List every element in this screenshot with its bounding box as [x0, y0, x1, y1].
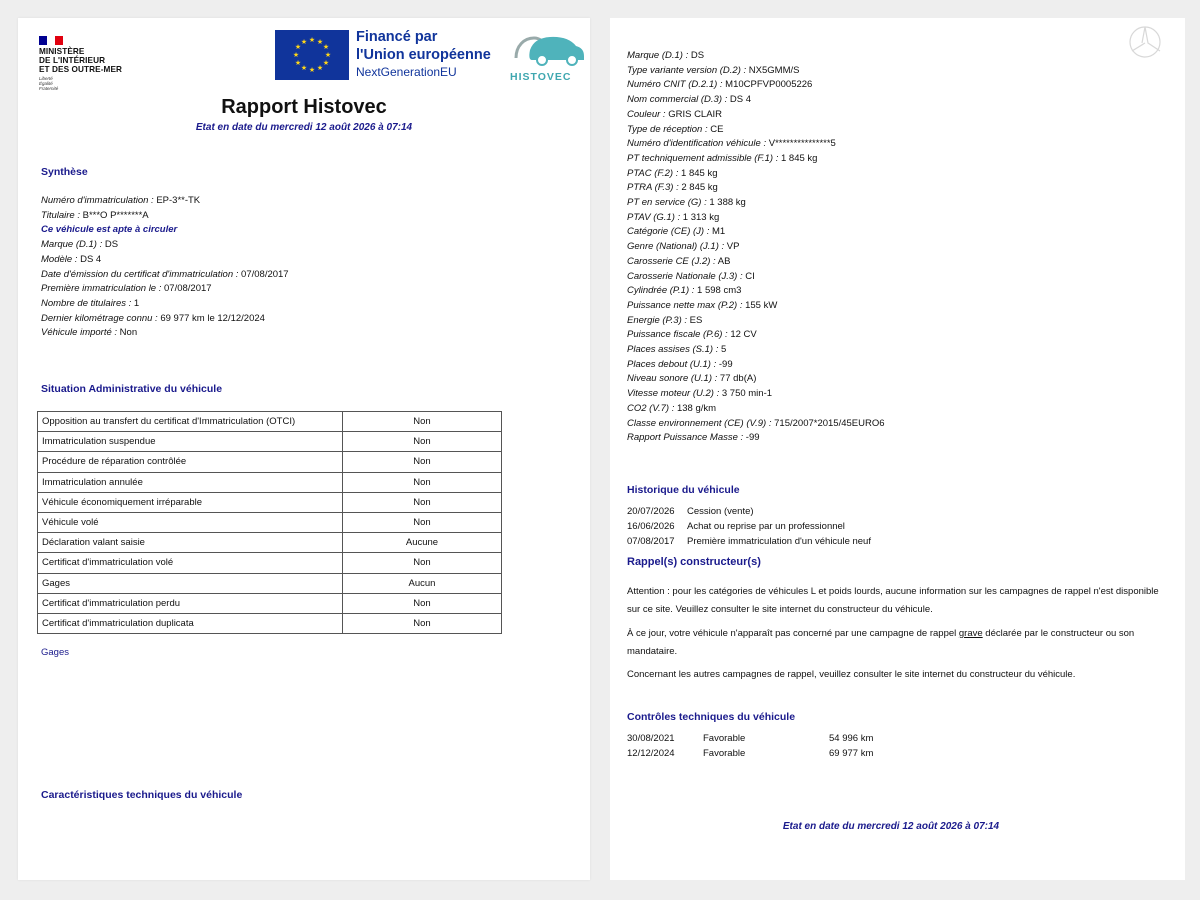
situation-table: [37, 411, 502, 634]
svg-text:★: ★: [294, 59, 302, 67]
table-row: Procédure de réparation contrôlée Non: [38, 452, 502, 472]
spec-line: Numéro d'identification véhicule : V***************5: [627, 138, 836, 150]
svg-text:★: ★: [322, 59, 330, 67]
spec-line: Places debout (U.1) : -99: [627, 358, 733, 370]
report-date: Etat en date du mercredi 12 août 2026 à 07:14: [195, 122, 413, 133]
histovec-logo: [510, 30, 588, 82]
french-flag-icon: [39, 36, 63, 45]
table-row: Certificat d'immatriculation volé Non: [38, 553, 502, 573]
ministry-line: MINISTÈRE: [39, 47, 85, 56]
table-row: Véhicule volé Non: [38, 512, 502, 532]
spec-line: Classe environnement (CE) (V.9) : 715/2007*2015/45EURO6: [627, 417, 885, 429]
svg-text:★: ★: [294, 43, 302, 51]
table-row: Immatriculation annulée Non: [38, 472, 502, 492]
synthese-list: [41, 194, 289, 341]
spec-line: Puissance nette max (P.2) : 155 kW: [627, 299, 778, 311]
rappel-paragraph: Concernant les autres campagnes de rappel, veuillez consulter le site internet du constructeur du véhicule.: [627, 669, 1076, 680]
spec-line: Genre (National) (J.1) : VP: [627, 241, 740, 253]
table-row: Immatriculation suspendue Non: [38, 432, 502, 452]
caracteristiques-list: [627, 49, 885, 446]
synthese-line: Dernier kilométrage connu : 69 977 km le 12/12/2024: [41, 312, 265, 324]
motto-line: Fraternité: [39, 86, 59, 91]
eu-union-line: l'Union européenne: [356, 47, 491, 63]
svg-text:★: ★: [316, 38, 324, 46]
synthese-line: Véhicule importé : Non: [41, 327, 138, 339]
ministry-logo: [39, 47, 122, 91]
spec-line: Carosserie CE (J.2) : AB: [627, 255, 731, 267]
nextgen-line: NextGenerationEU: [356, 65, 457, 79]
section-title-caracteristiques: Caractéristiques techniques du véhicule: [41, 789, 243, 801]
spec-line: Carosserie Nationale (J.3) : CI: [627, 270, 755, 282]
report-title: Rapport Histovec: [221, 96, 387, 118]
histovec-wordmark: HISTOVEC: [510, 71, 572, 83]
eu-funding-text: [356, 28, 491, 80]
controles-list: [627, 731, 873, 761]
report-page-left: [18, 18, 590, 880]
gages-link[interactable]: Gages: [41, 647, 69, 658]
synthese-line: Date d'émission du certificat d'immatriculation : 07/08/2017: [41, 268, 289, 280]
svg-text:★: ★: [324, 51, 332, 59]
svg-text:★: ★: [316, 64, 324, 72]
ministry-line: DE L'INTÉRIEUR: [39, 56, 106, 65]
footer-date: Etat en date du mercredi 12 août 2026 à 07:14: [782, 821, 1000, 832]
spec-line: Marque (D.1) : DS: [627, 50, 705, 61]
list-item: 12/12/2024 Favorable 69 977 km: [627, 748, 874, 759]
list-item: 30/08/2021 Favorable 54 996 km: [627, 733, 874, 744]
spec-line: PTRA (F.3) : 2 845 kg: [627, 182, 718, 194]
section-title-historique: Historique du véhicule: [627, 484, 740, 496]
motto-line: Égalité: [39, 81, 53, 86]
spec-line: Numéro CNIT (D.2.1) : M10CPFVP0005226: [627, 79, 813, 91]
synthese-line: Nombre de titulaires : 1: [41, 297, 140, 309]
table-row: Certificat d'immatriculation perdu Non: [38, 593, 502, 613]
spec-line: Nom commercial (D.3) : DS 4: [627, 94, 752, 106]
ministry-line: ET DES OUTRE-MER: [39, 65, 123, 74]
spec-line: PTAV (G.1) : 1 313 kg: [627, 211, 720, 223]
table-row: Déclaration valant saisie Aucune: [38, 533, 502, 553]
table-row: Certificat d'immatriculation duplicata Non: [38, 613, 502, 633]
svg-text:★: ★: [300, 64, 308, 72]
rappel-paragraph: Attention : pour les catégories de véhicules L et poids lourds, aucune information sur les campagnes de rappel n'est disponible sur ce site. Veuillez consulter le site internet du constructeur du véhicule.: [627, 586, 1159, 615]
spec-line: Catégorie (CE) (J) : M1: [627, 226, 726, 238]
spec-line: Couleur : GRIS CLAIR: [627, 108, 723, 120]
svg-text:★: ★: [308, 36, 316, 44]
spec-line: Type variante version (D.2) : NX5GMM/S: [627, 64, 800, 76]
synthese-line: Marque (D.1) : DS: [41, 239, 119, 251]
synthese-line: Modèle : DS 4: [41, 253, 102, 265]
section-title-synthese: Synthèse: [41, 166, 88, 178]
spec-line: Rapport Puissance Masse : -99: [627, 432, 760, 444]
motto-line: Liberté: [39, 76, 53, 81]
section-title-situation: Situation Administrative du véhicule: [41, 383, 223, 395]
table-row: Véhicule économiquement irréparable Non: [38, 492, 502, 512]
spec-line: Energie (P.3) : ES: [627, 314, 703, 326]
svg-text:★: ★: [300, 38, 308, 46]
list-item: 16/06/2026 Achat ou reprise par un professionnel: [627, 521, 845, 532]
svg-text:★: ★: [322, 43, 330, 51]
list-item: 20/07/2026 Cession (vente): [627, 506, 754, 517]
spec-line: Type de réception : CE: [627, 123, 724, 135]
synthese-line: Titulaire : B***O P*******A: [41, 209, 149, 221]
spec-line: PTAC (F.2) : 1 845 kg: [627, 167, 718, 179]
historique-list: [627, 504, 871, 549]
spec-line: Places assises (S.1) : 5: [627, 344, 727, 356]
svg-text:★: ★: [292, 51, 300, 59]
eu-flag-icon: [275, 30, 349, 80]
watermark-logo-icon: [1127, 24, 1163, 60]
car-icon: [510, 30, 588, 66]
table-row: Opposition au transfert du certificat d'Immatriculation (OTCI) Non: [38, 412, 502, 432]
section-title-rappels: Rappel(s) constructeur(s): [627, 556, 761, 568]
synthese-line: Première immatriculation le : 07/08/2017: [41, 283, 212, 295]
spec-line: CO2 (V.7) : 138 g/km: [627, 402, 717, 414]
spec-line: Vitesse moteur (U.2) : 3 750 min-1: [627, 388, 773, 400]
spec-line: PT techniquement admissible (F.1) : 1 845 kg: [627, 152, 818, 164]
synthese-line: Numéro d'immatriculation : EP-3**-TK: [41, 195, 201, 206]
eu-funded-line: Financé par: [356, 29, 438, 45]
list-item: 07/08/2017 Première immatriculation d'un véhicule neuf: [627, 536, 871, 547]
table-row: Gages Aucun: [38, 573, 502, 593]
spec-line: Niveau sonore (U.1) : 77 db(A): [627, 373, 757, 385]
rappel-paragraph: À ce jour, votre véhicule n'apparaît pas concerné par une campagne de rappel grave déclarée par le constructeur ou son mandataire.: [627, 628, 1135, 657]
spec-line: Puissance fiscale (P.6) : 12 CV: [627, 329, 757, 341]
svg-text:★: ★: [308, 66, 316, 74]
roadworthy-status: Ce véhicule est apte à circuler: [41, 224, 178, 236]
spec-line: Cylindrée (P.1) : 1 598 cm3: [627, 285, 742, 297]
report-page-right: [610, 18, 1185, 880]
spec-line: PT en service (G) : 1 388 kg: [627, 197, 746, 209]
section-title-controles: Contrôles techniques du véhicule: [627, 711, 796, 723]
